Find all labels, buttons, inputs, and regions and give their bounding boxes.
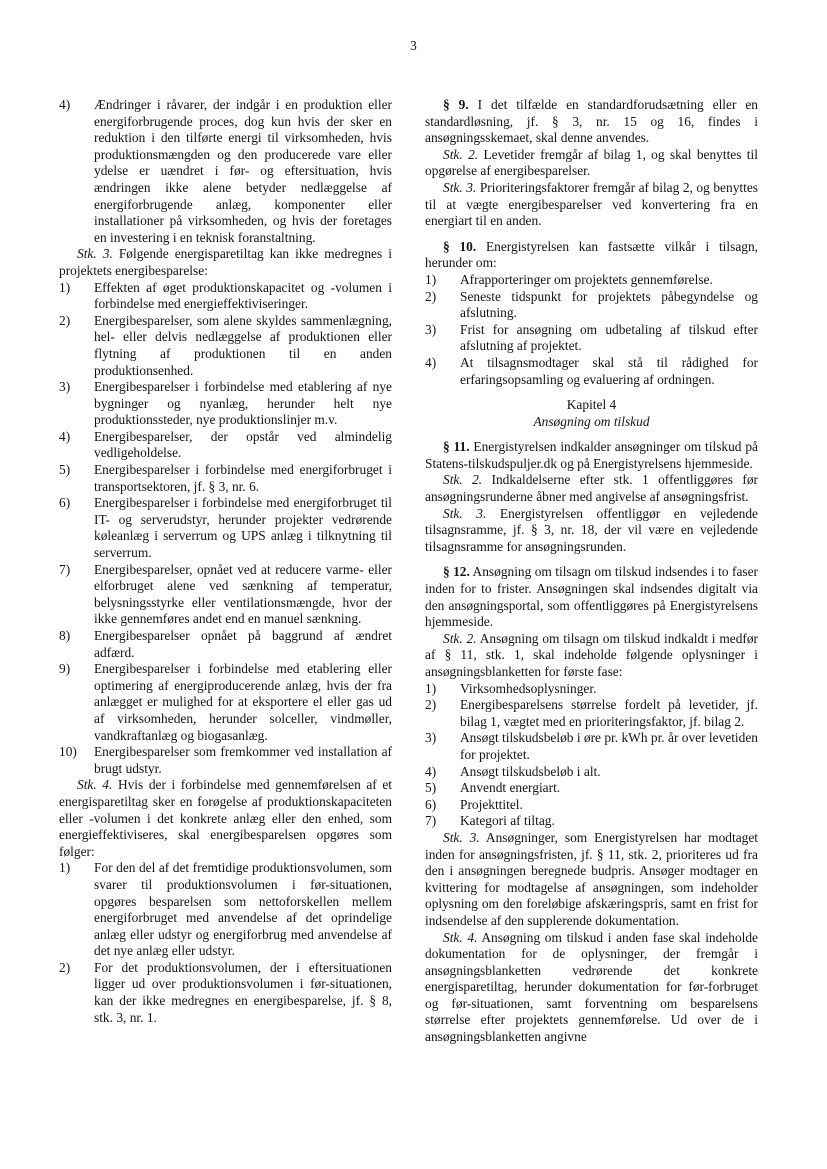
list-item — [425, 813, 758, 830]
paragraph-text: Energistyrelsen offentliggør en vejledende tilsagnsramme, jf. § 3, nr. 18, der vil være en vejledende tilsagnsramme for ansøgningsrunden. — [425, 505, 758, 554]
list-item — [59, 97, 392, 246]
list-item — [59, 744, 392, 777]
paragraph-text: Ansøgning om tilskud i anden fase skal indeholde dokumentation for de oplysninger, der fremgår i ansøgningsblanketten vedrørende det konkrete energisparetiltag, herunder dokumentation for før-forbruget og før-situationen, samt forventning om besparelsens størrelse efter projektets gennemførelse. Ud over de i ansøgningsblanketten angivne — [425, 929, 758, 1045]
conditions-list — [425, 272, 758, 388]
paragraph-text: Levetider fremgår af bilag 1, og skal benyttes til opgørelse af energibesparelser. — [425, 146, 758, 179]
section-11 — [425, 439, 758, 472]
stk-label: Stk. 3. — [77, 246, 113, 262]
list-item — [425, 289, 758, 322]
list-item — [59, 280, 392, 313]
list-item — [425, 797, 758, 814]
list-number: 7) — [425, 813, 437, 829]
list-text: Energibesparelsens størrelse fordelt på levetider, jf. bilag 1, vægtet med en prioriteringsfaktor, jf. bilag 2. — [460, 697, 758, 729]
paragraph-text: Følgende energisparetiltag kan ikke medregnes i projektets energibesparelse: — [59, 246, 392, 278]
list-text: Energibesparelser i forbindelse med energiforbruget i transportsektoren, jf. § 3, nr. 6. — [94, 462, 392, 494]
list-number: 1) — [59, 860, 71, 876]
list-item — [59, 960, 392, 1026]
list-text: Virksomhedsoplysninger. — [460, 680, 597, 696]
exclusion-list — [59, 280, 392, 778]
list-text: Energibesparelser opnået på baggrund af ændret adfærd. — [94, 628, 392, 660]
list-item — [59, 860, 392, 960]
list-item — [59, 379, 392, 429]
section-12 — [425, 564, 758, 630]
paragraph-text: Hvis der i forbindelse med gennemførelsen af et energisparetiltag sker en forøgelse af produktionskapaciteten eller -volumen i det konkrete anlæg eller den enhed, som energieffektiviseres, skal energibesparelsen opgøres som følger: — [59, 777, 392, 859]
section-12-stk4 — [425, 930, 758, 1046]
list-number: 6) — [425, 796, 437, 812]
paragraph-stk4 — [59, 777, 392, 860]
paragraph-text: Energistyrelsen indkalder ansøgninger om tilskud på Statens-tilskudspuljer.dk og på Energistyrelsens hjemmeside. — [425, 439, 758, 471]
page-number: 3 — [410, 38, 417, 53]
list-item — [59, 313, 392, 379]
list-number: 1) — [59, 279, 71, 295]
section-12-stk2 — [425, 631, 758, 681]
stk-label: Stk. 3. — [443, 179, 477, 195]
list-number: 8) — [59, 628, 71, 643]
list-text: Energibesparelser i forbindelse med etablering af nye bygninger og nyanlæg, herunder helt nye produktionssteder, nye produktionslinjer m.v. — [94, 379, 392, 428]
paragraph-text: Ansøgning om tilsagn om tilskud indsendes i to faser inden for to frister. Ansøgningen skal indsendes digitalt via den ansøgningsportal, som offentliggøres på Energistyrelsens hjemmeside. — [425, 564, 759, 630]
list-text: Ansøgt tilskudsbeløb i øre pr. kWh pr. år over levetiden for projektet. — [460, 730, 758, 762]
list-text: Energibesparelser, som alene skyldes sammenlægning, hel- eller delvis nedlæggelse af produktionen eller flytning af produktionen til en anden produktionsenhed. — [94, 312, 392, 378]
list-number: 4) — [59, 97, 71, 112]
section-11-stk3 — [425, 506, 758, 556]
right-column — [425, 97, 758, 1046]
list-number: 6) — [59, 495, 71, 511]
list-item — [425, 681, 758, 698]
list-text: Effekten af øget produktionskapacitet og -volumen i forbindelse med energieffektiviseringer. — [94, 279, 392, 312]
section-11-stk2 — [425, 472, 758, 505]
list-text: Energibesparelser i forbindelse med energiforbruget til IT- og serverudstyr, herunder projekter vedrørende køleanlæg i serverrum og UPS anlæg i tilknytning til serverrum. — [94, 495, 392, 561]
list-item — [425, 322, 758, 355]
list-number: 4) — [59, 428, 71, 444]
stk-label: Stk. 3. — [443, 829, 480, 845]
paragraph-text: Ansøgninger, som Energistyrelsen har modtaget inden for ansøgningsfristen, jf. § 11, stk. 2, prioriteres ud fra den i ansøgningen beregnede budpris. Ansøger modtager en kvittering for modtagelse af ansøgningen, som indeholder oplysning om den foreløbige afskæringspris, samt en frist for indsendelse af den supplerende dokumentation. — [425, 829, 758, 928]
paragraph-text: Prioriteringsfaktorer fremgår af bilag 2, og benyttes til at vægte energibesparelser ved konvertering fra en energiart til en anden. — [425, 179, 758, 229]
list-item — [425, 697, 758, 730]
left-column — [59, 97, 392, 1026]
list-text: Energibesparelser, opnået ved at reducere varme- eller elforbruget alene ved sænkning af temperatur, belysningsstyrke eller ventilationsmængde, hvor der ikke gennemføres andet end en manuel sænkning. — [94, 561, 392, 627]
section-label: § 9. — [443, 97, 469, 112]
list-text: Projekttitel. — [460, 796, 523, 812]
paragraph-text: Indkaldelserne efter stk. 1 offentliggøres før ansøgningsrunderne åbner med angivelse af ansøgningsfrist. — [425, 472, 758, 505]
list-item — [425, 780, 758, 797]
list-number: 7) — [59, 561, 71, 577]
stk-label: Stk. 3. — [443, 505, 487, 521]
list-item — [59, 462, 392, 495]
list-text: Energibesparelser som fremkommer ved installation af brugt udstyr. — [94, 744, 392, 776]
list-number: 1) — [425, 680, 437, 696]
chapter-subtitle: Ansøgning om tilskud — [533, 413, 650, 429]
list-item — [59, 429, 392, 462]
list-item — [425, 272, 758, 289]
list-number: 4) — [425, 354, 437, 370]
list-number: 5) — [59, 462, 71, 478]
list-item — [425, 730, 758, 763]
stk-label: Stk. 4. — [77, 777, 113, 793]
chapter-title: Kapitel 4 — [566, 397, 617, 413]
list-text: For den del af det fremtidige produktionsvolumen, som svarer til produktionsvolumen i før-situationen, opgøres besparelsen som nettoforskellen mellem energiforbruget med anvendelse af det oprindelige anlæg eller udstyr og energiforbrug med anvendelse af det nye anlæg eller udstyr. — [94, 860, 392, 959]
list-text: Kategori af tiltag. — [460, 813, 555, 829]
list-item — [425, 764, 758, 781]
list-item — [59, 628, 392, 661]
paragraph-stk3 — [59, 246, 392, 279]
list-text: Anvendt energiart. — [460, 780, 561, 796]
stk-label: Stk. 2. — [443, 146, 479, 162]
list-item — [59, 495, 392, 561]
section-9-stk2 — [425, 147, 758, 180]
section-label: § 10. — [443, 238, 477, 254]
stk-label: Stk. 2. — [443, 472, 483, 488]
list-number: 3) — [425, 321, 437, 337]
application-info-list — [425, 681, 758, 830]
section-10 — [425, 239, 758, 272]
list-item — [425, 355, 758, 388]
stk-label: Stk. 4. — [443, 929, 478, 945]
list-text: Seneste tidspunkt for projektets påbegyndelse og afslutning. — [460, 288, 758, 321]
list-text: Ansøgt tilskudsbeløb i alt. — [460, 763, 601, 779]
section-label: § 12. — [443, 564, 470, 580]
paragraph-text: Energistyrelsen kan fastsætte vilkår i tilsagn, herunder om: — [425, 238, 759, 271]
list-item — [59, 562, 392, 628]
list-number: 2) — [425, 697, 437, 713]
list-number: 2) — [59, 959, 71, 975]
list-number: 3) — [425, 730, 437, 746]
list-number: 4) — [425, 763, 437, 779]
list-number: 9) — [59, 661, 71, 677]
section-9 — [425, 97, 758, 147]
list-text: At tilsagnsmodtager skal stå til rådighed for erfaringsopsamling og evaluering af ordningen. — [460, 354, 758, 387]
paragraph-text: I det tilfælde en standardforudsætning eller en standardløsning, jf. § 3, nr. 15 og 16, findes i ansøgningsskemaet, skal denne anvendes. — [425, 97, 758, 146]
list-text: Energibesparelser i forbindelse med etablering eller optimering af energiproducerende anlæg, hvis der fra anlægget er mulighed for at eksportere el eller gas ud af virksomheden, herunder solceller, vindmøller, vandkraftanlæg og biogasanlæg. — [94, 661, 392, 743]
list-text: Frist for ansøgning om udbetaling af tilskud efter afslutning af projektet. — [460, 321, 758, 354]
list-number: 3) — [59, 379, 71, 395]
list-text: For det produktionsvolumen, der i eftersituationen ligger ud over produktionsvolumen i før-situationen, kan der ikke medregnes en energibesparelse, jf. § 8, stk. 3, nr. 1. — [94, 959, 392, 1025]
section-label: § 11. — [443, 439, 470, 455]
list-text: Energibesparelser, der opstår ved almindelig vedligeholdelse. — [94, 428, 392, 461]
list-number: 10) — [59, 744, 77, 760]
list-text: Afrapporteringer om projektets gennemførelse. — [460, 271, 713, 287]
section-9-stk3 — [425, 180, 758, 230]
calculation-list — [59, 860, 392, 1026]
section-12-stk3 — [425, 830, 758, 930]
stk-label: Stk. 2. — [443, 630, 477, 646]
list-number: 2) — [59, 312, 71, 328]
list-number: 2) — [425, 288, 437, 304]
paragraph-text: Ansøgning om tilsagn om tilskud indkaldt i medfør af § 11, stk. 1, skal indeholde følgende oplysninger i ansøgningsblanketten for første fase: — [425, 630, 758, 679]
list-number: 1) — [425, 271, 437, 287]
list-number: 5) — [425, 780, 437, 796]
list-text: Ændringer i råvarer, der indgår i en produktion eller energiforbrugende proces, dog kun hvis der sker en reduktion i den tilførte energi til virksomheden, hvis produktionsmængden og den producerede vare eller ydelse er uændret i før- og eftersituation, hvis ændringen ikke alene betyder nedlæggelse af energiforbrugende anlæg, komponenter eller installationer på virksomheden, og hvis der foretages en investering i en teknisk foranstaltning. — [94, 97, 392, 245]
list-item — [59, 661, 392, 744]
